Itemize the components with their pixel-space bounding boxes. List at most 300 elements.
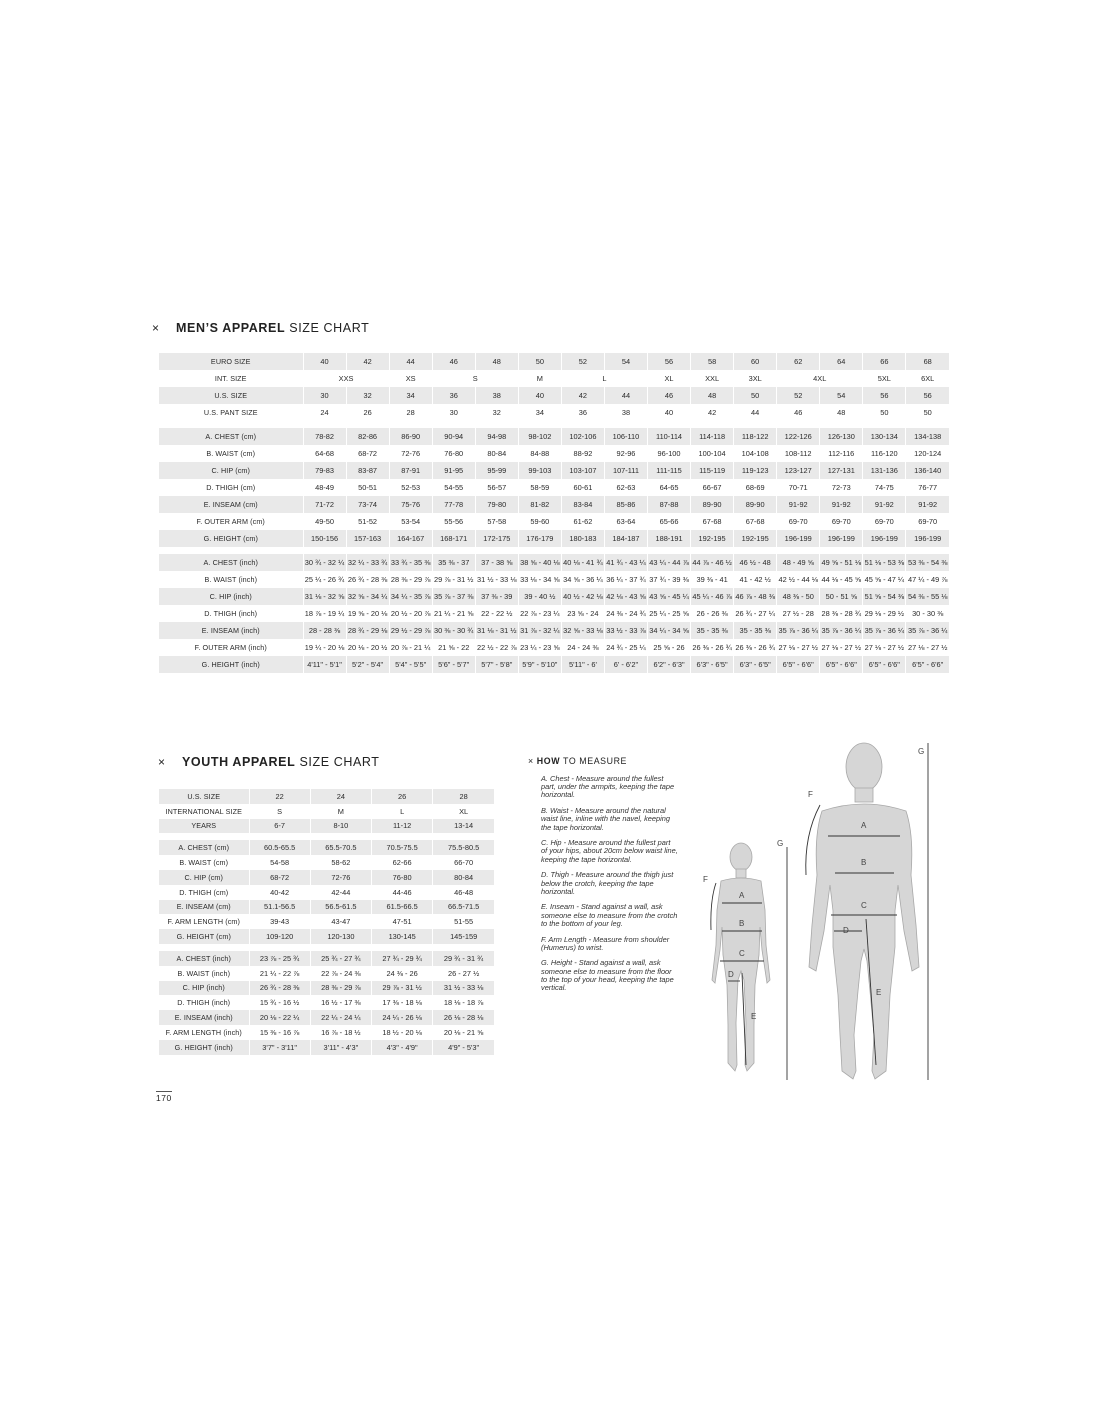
table-cell: XL xyxy=(433,804,494,819)
table-cell: 40 ⅛ - 41 ¾ xyxy=(561,554,604,571)
table-cell: 87-91 xyxy=(389,462,432,479)
table-cell: 60.5-65.5 xyxy=(249,840,310,855)
table-cell: 79-83 xyxy=(303,462,346,479)
table-cell: 48 xyxy=(820,404,863,421)
table-row xyxy=(159,840,494,855)
table-cell: 33 ¾ - 35 ⅜ xyxy=(389,554,432,571)
table-cell: 46 ⅞ - 48 ⅜ xyxy=(734,588,777,605)
row-label: E. INSEAM (inch) xyxy=(159,1010,249,1025)
row-label: U.S. SIZE xyxy=(159,789,249,804)
table-cell: 70.5-75.5 xyxy=(372,840,433,855)
table-cell: 68-72 xyxy=(346,445,389,462)
table-cell: 5'4" - 5'5" xyxy=(389,656,432,673)
table-cell: 47-51 xyxy=(372,914,433,929)
table-cell: 31 ⅛ - 32 ⅝ xyxy=(303,588,346,605)
table-cell: 64 xyxy=(820,353,863,370)
table-row xyxy=(159,479,949,496)
table-cell: 45 ⅝ - 47 ¼ xyxy=(863,571,906,588)
row-label: E. INSEAM (inch) xyxy=(159,622,303,639)
table-cell: 109-120 xyxy=(249,929,310,944)
table-cell: S xyxy=(249,804,310,819)
row-label: G. HEIGHT (inch) xyxy=(159,656,303,673)
table-cell: 89-90 xyxy=(691,496,734,513)
page-number: 170 xyxy=(156,1093,172,1103)
table-cell: S xyxy=(432,370,518,387)
table-cell: 68 xyxy=(906,353,949,370)
table-cell: 58-59 xyxy=(518,479,561,496)
gap-cell xyxy=(159,421,949,428)
row-label: B. WAIST (inch) xyxy=(177,968,231,978)
table-cell: 27 ⅛ - 27 ½ xyxy=(777,639,820,656)
table-cell: 48 ⅜ - 50 xyxy=(777,588,820,605)
table-cell: 188-191 xyxy=(648,530,691,547)
table-cell: 98-102 xyxy=(518,428,561,445)
table-cell: 29 ½ - 29 ⅞ xyxy=(389,622,432,639)
table-cell: 24 - 24 ⅜ xyxy=(561,639,604,656)
table-cell: XL xyxy=(648,370,691,387)
label-a-youth: A xyxy=(739,891,745,900)
table-cell: 6'5" - 6'6" xyxy=(777,656,820,673)
table-cell: 134-138 xyxy=(906,428,949,445)
table-cell: 18 ⅛ - 18 ⅞ xyxy=(433,995,494,1010)
table-cell: 73-74 xyxy=(346,496,389,513)
table-cell: 43-47 xyxy=(310,914,371,929)
table-cell: 65-66 xyxy=(648,513,691,530)
table-cell: 49 ⅝ - 51 ⅛ xyxy=(820,554,863,571)
table-cell: 31 ½ - 33 ⅛ xyxy=(433,981,494,996)
table-cell: 33 ½ - 33 ⅞ xyxy=(604,622,647,639)
table-cell: 184-187 xyxy=(604,530,647,547)
gap-cell xyxy=(159,833,494,840)
table-cell: 80-84 xyxy=(433,870,494,885)
close-icon: × xyxy=(152,321,160,335)
table-cell: 123-127 xyxy=(777,462,820,479)
table-cell: 48 - 49 ⅝ xyxy=(777,554,820,571)
table-cell: 108-112 xyxy=(777,445,820,462)
table-cell: L xyxy=(372,804,433,819)
table-cell: 44 xyxy=(734,404,777,421)
table-cell: 31 ½ - 33 ⅛ xyxy=(475,571,518,588)
table-cell: 34 ¼ - 35 ⅞ xyxy=(389,588,432,605)
table-row xyxy=(159,951,494,966)
row-label: C. HIP (cm) xyxy=(159,462,303,479)
row-label: INT. SIZE xyxy=(214,374,247,383)
table-cell: 5'7" - 5'8" xyxy=(475,656,518,673)
table-cell: 30 ¾ - 32 ¼ xyxy=(303,554,346,571)
table-cell: 28 - 28 ⅜ xyxy=(303,622,346,639)
table-cell: 13-14 xyxy=(433,819,494,834)
table-cell: 91-92 xyxy=(906,496,949,513)
table-cell: 66-67 xyxy=(691,479,734,496)
table-cell: 87-88 xyxy=(648,496,691,513)
label-b-youth: B xyxy=(739,919,745,928)
table-cell: 6' - 6'2" xyxy=(604,656,647,673)
table-cell: 5'9" - 5'10" xyxy=(518,656,561,673)
table-cell: 50 xyxy=(734,387,777,404)
table-row xyxy=(159,966,494,981)
row-label: F. ARM LENGTH (cm) xyxy=(167,917,240,927)
table-cell: 51-52 xyxy=(346,513,389,530)
table-cell: 76-80 xyxy=(372,870,433,885)
table-cell: 40 xyxy=(518,387,561,404)
table-cell: 4'3" - 4'9" xyxy=(372,1040,433,1055)
table-cell: 37 - 38 ⅝ xyxy=(475,554,518,571)
label-c-youth: C xyxy=(739,949,745,958)
row-label: D. THIGH (inch) xyxy=(177,998,231,1008)
table-cell: 28 xyxy=(433,789,494,804)
label-c-adult: C xyxy=(861,901,867,910)
table-cell: 35 ⅞ - 36 ¼ xyxy=(820,622,863,639)
table-row xyxy=(159,914,494,929)
table-gap xyxy=(159,944,494,951)
table-cell: 41 - 42 ½ xyxy=(734,571,777,588)
table-cell: 81-82 xyxy=(518,496,561,513)
table-row xyxy=(159,929,494,944)
table-cell: XXS xyxy=(303,370,389,387)
table-cell: 35 ⅞ - 36 ¼ xyxy=(777,622,820,639)
table-cell: 35 - 35 ⅜ xyxy=(691,622,734,639)
table-cell: 66-70 xyxy=(433,855,494,870)
table-row xyxy=(159,530,949,547)
row-label: F. ARM LENGTH (inch) xyxy=(165,1027,242,1037)
table-cell: 5'11" - 6' xyxy=(561,656,604,673)
table-cell: 54 xyxy=(604,353,647,370)
table-cell: 20 ½ - 20 ⅞ xyxy=(389,605,432,622)
table-row xyxy=(159,571,949,588)
row-label: INTERNATIONAL SIZE xyxy=(165,806,242,816)
table-cell: 15 ⅜ - 16 ⅞ xyxy=(249,1025,310,1040)
row-label: C. HIP (cm) xyxy=(159,870,249,885)
table-cell: 130-134 xyxy=(863,428,906,445)
table-cell: 52 xyxy=(777,387,820,404)
table-row xyxy=(159,995,494,1010)
table-cell: 83-84 xyxy=(561,496,604,513)
table-cell: 168-171 xyxy=(432,530,475,547)
table-cell: 102-106 xyxy=(561,428,604,445)
table-cell: 56 xyxy=(648,353,691,370)
table-row xyxy=(159,804,494,819)
table-cell: 18 ⅞ - 19 ¼ xyxy=(303,605,346,622)
table-cell: 45 ¼ - 46 ⅞ xyxy=(691,588,734,605)
table-cell: 50-51 xyxy=(346,479,389,496)
table-cell: 51-55 xyxy=(433,914,494,929)
table-row xyxy=(159,870,494,885)
table-cell: 4'11" - 5'1" xyxy=(303,656,346,673)
label-f-youth: F xyxy=(703,875,708,884)
table-cell: 29 ¾ - 31 ¾ xyxy=(433,951,494,966)
row-label: F. OUTER ARM (cm) xyxy=(196,517,265,526)
table-cell: 4XL xyxy=(777,370,863,387)
table-cell: M xyxy=(310,804,371,819)
table-cell: 89-90 xyxy=(734,496,777,513)
table-cell: 6'3" - 6'5" xyxy=(691,656,734,673)
table-cell: 30 - 30 ⅜ xyxy=(906,605,949,622)
table-cell: 53 ⅜ - 54 ⅜ xyxy=(906,554,949,571)
table-cell: 60 xyxy=(734,353,777,370)
table-cell: 67-68 xyxy=(691,513,734,530)
table-cell: 43 ⅝ - 45 ¼ xyxy=(648,588,691,605)
table-cell: 120-124 xyxy=(906,445,949,462)
table-row xyxy=(159,496,949,513)
table-cell: 42 xyxy=(691,404,734,421)
table-cell: 37 ¾ - 39 ⅜ xyxy=(648,571,691,588)
table-cell: 59-60 xyxy=(518,513,561,530)
table-cell: 35 ⅞ - 36 ¼ xyxy=(863,622,906,639)
table-cell: 68-69 xyxy=(734,479,777,496)
table-cell: 21 ¼ - 22 ⅞ xyxy=(249,966,310,981)
label-d-youth: D xyxy=(728,970,734,979)
table-cell: 119-123 xyxy=(734,462,777,479)
table-cell: 20 ⅛ - 20 ½ xyxy=(346,639,389,656)
table-cell: 51 ⅛ - 53 ⅜ xyxy=(863,554,906,571)
gap-cell xyxy=(159,944,494,951)
table-cell: 29 ⅛ - 29 ½ xyxy=(863,605,906,622)
table-cell: 38 xyxy=(604,404,647,421)
row-label: D. THIGH (cm) xyxy=(179,887,229,897)
table-cell: 33 ⅛ - 34 ⅝ xyxy=(518,571,561,588)
table-cell: 44 ⅛ - 45 ⅝ xyxy=(820,571,863,588)
gap-cell xyxy=(159,547,949,554)
table-cell: 39-43 xyxy=(249,914,310,929)
table-cell: 27 ⅛ - 27 ½ xyxy=(820,639,863,656)
table-row xyxy=(159,819,494,834)
youth-size-table xyxy=(159,789,494,1055)
instruction-hip: C. Hip - Measure around the fullest part of your hips, about 20cm below waist line, keeping the tape horizontal. xyxy=(541,838,678,864)
table-cell: 62 xyxy=(777,353,820,370)
table-cell: 48-49 xyxy=(303,479,346,496)
measurement-figure xyxy=(690,735,945,1085)
table-cell: 56 xyxy=(863,387,906,404)
table-cell: 25 ¼ - 26 ¾ xyxy=(303,571,346,588)
table-cell: 6'5" - 6'6" xyxy=(863,656,906,673)
row-label: E. INSEAM (cm) xyxy=(159,900,249,915)
table-cell: 103-107 xyxy=(561,462,604,479)
table-cell: 68-72 xyxy=(249,870,310,885)
table-cell: 172-175 xyxy=(475,530,518,547)
label-g-youth: G xyxy=(777,839,784,848)
how-to-measure-heading: × HOW TO MEASURE xyxy=(528,756,628,766)
mens-chart-title: × MEN’S APPAREL SIZE CHART xyxy=(152,321,370,335)
table-cell: 20 ⅞ - 21 ¼ xyxy=(389,639,432,656)
table-cell: 71-72 xyxy=(303,496,346,513)
table-cell: 54-55 xyxy=(432,479,475,496)
table-cell: 82-86 xyxy=(346,428,389,445)
table-cell: 8-10 xyxy=(310,819,371,834)
label-e-adult: E xyxy=(876,988,882,997)
table-cell: 44 xyxy=(604,387,647,404)
table-cell: 48 xyxy=(691,387,734,404)
table-cell: 4'9" - 5'3" xyxy=(433,1040,494,1055)
adult-body-silhouette xyxy=(809,743,919,1079)
table-row xyxy=(159,639,949,656)
table-cell: 26 ¾ - 28 ⅜ xyxy=(346,571,389,588)
table-row xyxy=(159,513,949,530)
table-cell: 40 xyxy=(648,404,691,421)
row-label: D. THIGH (cm) xyxy=(206,483,256,492)
table-cell: 127-131 xyxy=(820,462,863,479)
table-cell: 26 - 27 ½ xyxy=(433,966,494,981)
table-cell: 69-70 xyxy=(863,513,906,530)
table-cell: 22 - 22 ½ xyxy=(475,605,518,622)
table-cell: 62-66 xyxy=(372,855,433,870)
table-cell: 34 xyxy=(518,404,561,421)
table-cell: 69-70 xyxy=(820,513,863,530)
table-cell: 126-130 xyxy=(820,428,863,445)
table-cell: 90-94 xyxy=(432,428,475,445)
table-cell: 25 ¾ - 27 ¾ xyxy=(310,951,371,966)
table-cell: 120-130 xyxy=(310,929,371,944)
table-cell: 28 ⅜ - 28 ¾ xyxy=(820,605,863,622)
instruction-waist: B. Waist - Measure around the natural waist line, inline with the navel, keeping the tape horizontal. xyxy=(541,806,671,832)
table-cell: 17 ⅜ - 18 ⅛ xyxy=(372,995,433,1010)
table-cell: 23 ¼ - 23 ⅝ xyxy=(518,639,561,656)
table-cell: 76-80 xyxy=(432,445,475,462)
label-a-adult: A xyxy=(861,821,867,830)
table-cell: 42 ½ - 44 ⅛ xyxy=(777,571,820,588)
mens-size-table xyxy=(159,353,949,673)
table-cell: 39 - 40 ½ xyxy=(518,588,561,605)
table-cell: 92-96 xyxy=(604,445,647,462)
table-cell: 24 ⅜ - 24 ¾ xyxy=(604,605,647,622)
table-cell: 42 xyxy=(561,387,604,404)
table-cell: 5'2" - 5'4" xyxy=(346,656,389,673)
table-cell: 74-75 xyxy=(863,479,906,496)
row-label: A. CHEST (inch) xyxy=(159,951,249,966)
table-cell: 40 xyxy=(303,353,346,370)
table-cell: 48 xyxy=(475,353,518,370)
row-label: G. HEIGHT (inch) xyxy=(159,1040,249,1055)
instruction-chest: A. Chest - Measure around the fullest part, under the armpits, keeping the tape horizontal. xyxy=(541,774,675,800)
table-cell: 26 ¾ - 28 ⅜ xyxy=(249,981,310,996)
row-label: A. CHEST (inch) xyxy=(159,554,303,571)
table-cell: 3'7" - 3'11" xyxy=(249,1040,310,1055)
table-cell: 21 ⅝ - 22 xyxy=(432,639,475,656)
table-cell: 86-90 xyxy=(389,428,432,445)
table-cell: 46 xyxy=(432,353,475,370)
table-cell: 26 xyxy=(372,789,433,804)
table-cell: 31 ⅞ - 32 ¼ xyxy=(518,622,561,639)
table-cell: 91-92 xyxy=(820,496,863,513)
table-cell: 106-110 xyxy=(604,428,647,445)
row-label: C. HIP (inch) xyxy=(159,588,303,605)
table-cell: 122-126 xyxy=(777,428,820,445)
table-row xyxy=(159,885,494,900)
table-cell: 67-68 xyxy=(734,513,777,530)
table-cell: 78-82 xyxy=(303,428,346,445)
row-label: C. HIP (inch) xyxy=(159,981,249,996)
table-cell: 57-58 xyxy=(475,513,518,530)
table-cell: 27 ½ - 28 xyxy=(777,605,820,622)
table-cell: 26 ⅜ - 26 ¾ xyxy=(734,639,777,656)
table-cell: 66.5-71.5 xyxy=(433,900,494,915)
table-cell: 32 ⅝ - 34 ¼ xyxy=(346,588,389,605)
table-cell: 85-86 xyxy=(604,496,647,513)
table-cell: 24 xyxy=(303,404,346,421)
table-cell: 112-116 xyxy=(820,445,863,462)
table-row xyxy=(159,855,494,870)
label-b-adult: B xyxy=(861,858,867,867)
table-cell: 28 xyxy=(389,404,432,421)
row-label: YEARS xyxy=(159,819,249,834)
table-cell: 136-140 xyxy=(906,462,949,479)
table-cell: 35 ⅜ - 37 xyxy=(432,554,475,571)
table-cell: 22 xyxy=(249,789,310,804)
table-cell: 32 xyxy=(346,387,389,404)
table-cell: 26 - 26 ⅜ xyxy=(691,605,734,622)
table-cell: 6'5" - 6'6" xyxy=(820,656,863,673)
table-cell: 26 ⅜ - 26 ¾ xyxy=(691,639,734,656)
table-cell: 115-119 xyxy=(691,462,734,479)
table-cell: 24 xyxy=(310,789,371,804)
table-cell: 56-57 xyxy=(475,479,518,496)
table-cell: 66 xyxy=(863,353,906,370)
row-label: U.S. SIZE xyxy=(159,387,303,404)
instruction-thigh: D. Thigh - Measure around the thigh just below the crotch, keeping the tape horizontal. xyxy=(541,870,674,896)
table-cell: 52 xyxy=(561,353,604,370)
table-cell: 64-65 xyxy=(648,479,691,496)
table-cell: 77-78 xyxy=(432,496,475,513)
table-cell: 91-95 xyxy=(432,462,475,479)
table-cell: 27 ¾ - 29 ¾ xyxy=(372,951,433,966)
table-cell: 83-87 xyxy=(346,462,389,479)
table-cell: 131-136 xyxy=(863,462,906,479)
table-cell: 118-122 xyxy=(734,428,777,445)
table-cell: 35 ⅞ - 36 ¼ xyxy=(906,622,949,639)
table-cell: 72-76 xyxy=(389,445,432,462)
table-cell: 99-103 xyxy=(518,462,561,479)
instruction-inseam: E. Inseam - Stand against a wall, ask someone else to measure from the crotch to the bottom of your leg. xyxy=(541,902,678,928)
table-cell: 111-115 xyxy=(648,462,691,479)
table-cell: 104-108 xyxy=(734,445,777,462)
table-cell: 130-145 xyxy=(372,929,433,944)
table-cell: 16 ½ - 17 ⅜ xyxy=(310,995,371,1010)
table-cell: M xyxy=(518,370,561,387)
row-label: B. WAIST (inch) xyxy=(204,575,258,584)
table-cell: 26 ⅛ - 28 ⅛ xyxy=(433,1010,494,1025)
table-cell: L xyxy=(561,370,647,387)
table-cell: 23 ⅞ - 25 ¾ xyxy=(249,951,310,966)
table-cell: 79-80 xyxy=(475,496,518,513)
table-cell: 46 xyxy=(648,387,691,404)
table-cell: 28 ⅜ - 29 ⅞ xyxy=(389,571,432,588)
table-row xyxy=(159,900,494,915)
table-cell: 61-62 xyxy=(561,513,604,530)
table-cell: 32 ⅝ - 33 ⅛ xyxy=(561,622,604,639)
table-cell: 61.5-66.5 xyxy=(372,900,433,915)
table-cell: 34 xyxy=(389,387,432,404)
table-cell: 110-114 xyxy=(648,428,691,445)
table-row xyxy=(159,981,494,996)
label-f-adult: F xyxy=(808,790,813,799)
table-cell: 54 ⅜ - 55 ⅛ xyxy=(906,588,949,605)
table-cell: 69-70 xyxy=(906,513,949,530)
table-cell: 37 ⅜ - 39 xyxy=(475,588,518,605)
table-cell: 6'2" - 6'3" xyxy=(648,656,691,673)
label-d-adult: D xyxy=(843,926,849,935)
table-cell: 22 ⅞ - 23 ¼ xyxy=(518,605,561,622)
table-cell: 6'3" - 6'5" xyxy=(734,656,777,673)
table-row xyxy=(159,428,949,445)
table-row xyxy=(159,789,494,804)
close-icon: × xyxy=(158,755,166,769)
how-to-measure xyxy=(528,756,678,1000)
table-cell: 23 ⅝ - 24 xyxy=(561,605,604,622)
table-cell: 51.1-56.5 xyxy=(249,900,310,915)
table-cell: 100-104 xyxy=(691,445,734,462)
table-cell: 24 ¾ - 25 ¼ xyxy=(604,639,647,656)
table-cell: 44 xyxy=(389,353,432,370)
table-cell: 80-84 xyxy=(475,445,518,462)
